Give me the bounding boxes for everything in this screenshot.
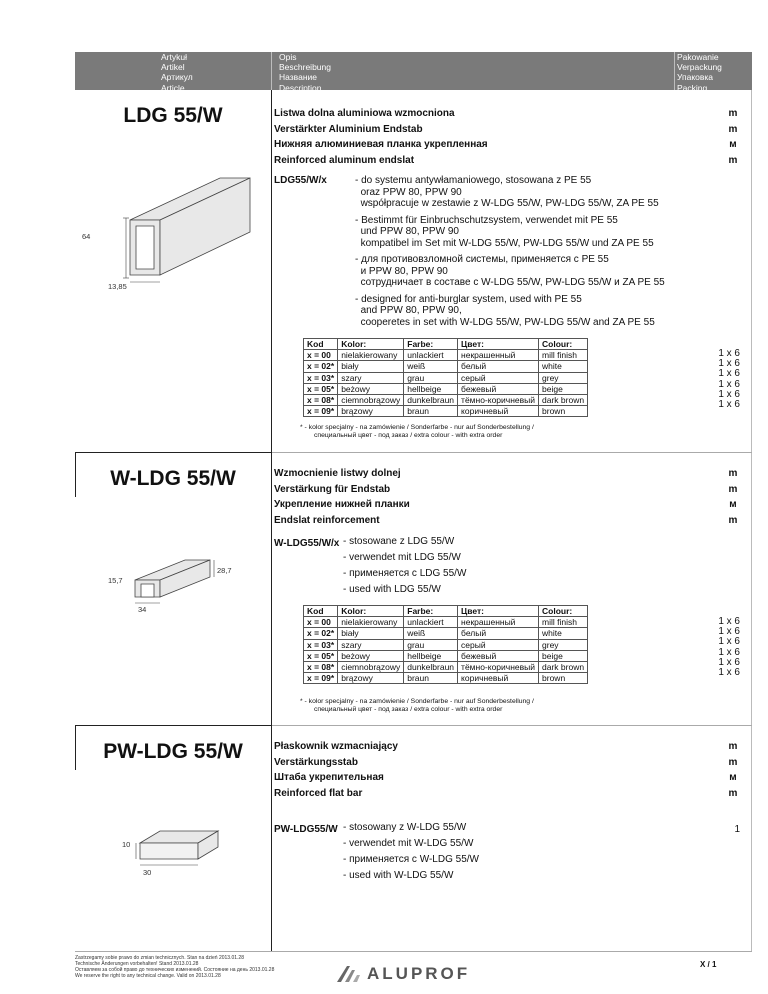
page-number: X / 1 bbox=[700, 960, 717, 969]
dimension-width: 13,85 bbox=[108, 282, 127, 291]
column-divider bbox=[271, 90, 272, 952]
product-names: Wzmocnienie listwy dolnej Verstärkung für Endstab Укрепление нижней планки Endslat reinforcement bbox=[274, 468, 410, 526]
product-names: Listwa dolna aluminiowa wzmocniona Verstärkter Aluminium Endstab Нижняя алюминиевая планка укрепленная Reinforced aluminum endslat bbox=[274, 108, 488, 166]
flat-bar-drawing bbox=[130, 825, 230, 870]
packing-values: 1 x 6 1 x 6 1 x 6 1 x 6 1 x 6 1 x 6 bbox=[718, 348, 740, 411]
dimension-height: 28,7 bbox=[217, 566, 232, 575]
header-article-col: Artykuł Artikel Артикул Article bbox=[161, 52, 193, 93]
footnote: * - kolor specjalny - na zamówienie / Sonderfarbe - nur auf Sonderbestellung / специальный цвет - под заказ / extra colour - with extra order bbox=[300, 424, 534, 439]
dimension-height: 64 bbox=[82, 232, 91, 241]
footnote: * - kolor specjalny - na zamówienie / Sonderfarbe - nur auf Sonderbestellung / специальный цвет - под заказ / extra colour - with extra order bbox=[300, 698, 534, 713]
product-description: - stosowany z W-LDG 55/W - verwendet mit W-LDG 55/W - применяется с W-LDG 55/W - used with W-LDG 55/W bbox=[343, 822, 479, 881]
product-title: PW-LDG 55/W bbox=[103, 740, 243, 763]
product-units: m m м m bbox=[728, 108, 738, 166]
product-title: W-LDG 55/W bbox=[110, 467, 236, 490]
legal-notice: Zastrzegamy sobie prawo do zmian technicznych. Stan na dzień 2013.01.28 Technische Änderungen vorbehalten! Stand 2013.01.28 Оставляем за собой право до технических изменений. Состояние на день 2013.01.28 We reserve the right to any technical change. Valid on 2013.01.28 bbox=[75, 955, 275, 979]
product-units: m m м m bbox=[728, 468, 738, 526]
aluprof-logo bbox=[335, 962, 485, 984]
product-description: - stosowane z LDG 55/W - verwendet mit LDG 55/W - применяется с LDG 55/W - used with LDG 55/W bbox=[343, 536, 467, 595]
product-description: - do systemu antywłamaniowego, stosowana z PE 55 oraz PPW 80, PPW 90 współpracuje w zestawie z W-LDG 55/W, PW-LDG 55/W, ZA PE 55 - Bestimmt für Einbruchschutzsystem, verwendet mit PE 55 und PPW 80, PPW 90 kompatibel im Set mit W-LDG 55/W, PW-LDG 55/W und ZA PE 55 - для противовзломной системы, применяется с PE 55 и PPW 80, PPW 90 сотрудничает в составе с W-LDG 55/W, PW-LDG 55/W и ZA PE 55 - designed for anti-burglar system, used with PE 55 and PPW 80, PPW 90, cooperetes in set with W-LDG 55/W, PW-LDG 55/W and ZA PE 55 bbox=[355, 175, 665, 328]
color-table: Kod Kolor: Farbe: Цвет: Colour: x = 00 nielakierowany unlackiert некрашенный mill finish x = 02* biały weiß белый white x = 03* szary grau серый grey x = 05* beżowy hellbeige бежевый beige x = 08* ciemnobrązowy dunkelbraun тёмно-коричневый dark brown x = 09* brązowy braun коричневый brown bbox=[303, 338, 588, 417]
product-names: Płaskownik wzmacniający Verstärkungsstab Штаба укрепительная Reinforced flat bar bbox=[274, 741, 398, 799]
packing-values: 1 x 6 1 x 6 1 x 6 1 x 6 1 x 6 1 x 6 bbox=[718, 616, 740, 679]
table-header bbox=[75, 52, 752, 93]
dimension-depth: 15,7 bbox=[108, 576, 123, 585]
packing-values: 1 bbox=[734, 824, 740, 835]
header-description-col: Opis Beschreibung Название Description bbox=[279, 52, 331, 93]
product-code: W-LDG55/W/x bbox=[274, 538, 340, 549]
product-code: PW-LDG55/W bbox=[274, 824, 338, 835]
ldg-profile-drawing bbox=[90, 170, 270, 300]
w-ldg-profile-drawing bbox=[115, 555, 225, 610]
dimension-height: 10 bbox=[122, 840, 131, 849]
dimension-width: 34 bbox=[138, 605, 147, 614]
product-code: LDG55/W/x bbox=[274, 175, 327, 186]
product-units: m m м m bbox=[728, 741, 738, 799]
header-packing-col: Pakowanie Verpackung Упаковка Packing bbox=[677, 52, 722, 93]
right-border bbox=[751, 90, 752, 952]
color-table: Kod Kolor: Farbe: Цвет: Colour: x = 00 nielakierowany unlackiert некрашенный mill finish x = 02* biały weiß белый white x = 03* szary grau серый grey x = 05* beżowy hellbeige бежевый beige x = 08* ciemnobrązowy dunkelbraun тёмно-коричневый dark brown x = 09* brązowy braun коричневый brown bbox=[303, 605, 588, 684]
logo-text: ALUPROF bbox=[367, 964, 471, 983]
dimension-width: 30 bbox=[143, 868, 152, 877]
aluprof-logo-icon bbox=[335, 962, 363, 984]
product-title: LDG 55/W bbox=[123, 104, 223, 127]
